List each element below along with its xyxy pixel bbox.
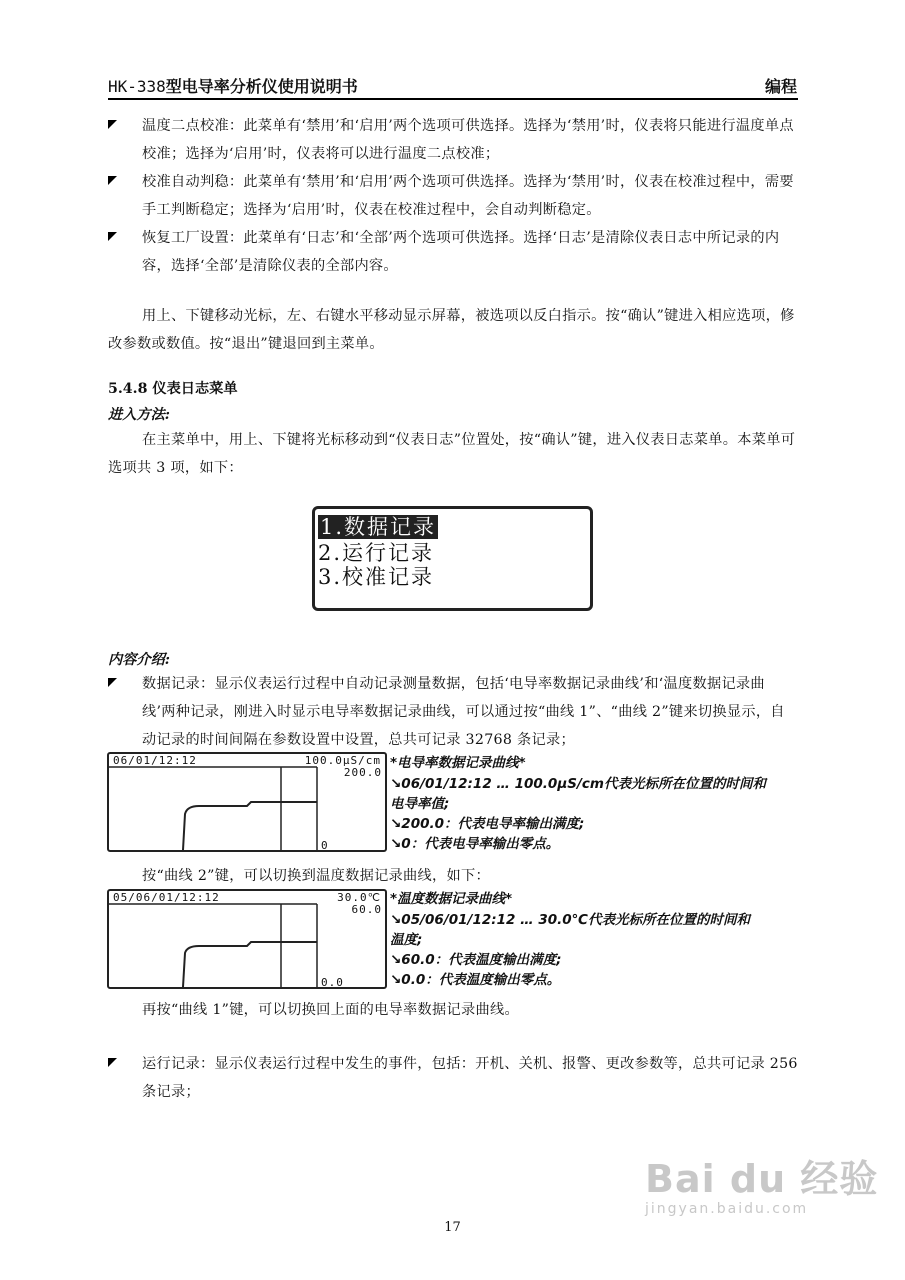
- bullet-arrow-icon: [108, 232, 117, 241]
- header-title: [108, 74, 358, 97]
- anno1-line-1: ↘06/01/12:12 … 100.0μS/cm代表光标所在位置的时间和: [390, 776, 766, 792]
- menu-item-data-record[interactable]: 1.数据记录: [320, 515, 437, 539]
- bullet-text: 温度二点校准：此菜单有‘禁用’和‘启用’两个选项可供选择。选择为‘禁用’时，仪表将只能进行温度单点校准；选择为‘启用’时，仪表将可以进行温度二点校准；: [142, 118, 794, 162]
- chart-value-readout: 100.0μS/cm: [304, 754, 381, 767]
- menu-item-calibration-record[interactable]: 3.校准记录: [318, 565, 435, 589]
- page-number: 17: [444, 1220, 461, 1235]
- baidu-watermark: [645, 1148, 878, 1217]
- anno2-line-1: ↘05/06/01/12:12 … 30.0℃代表光标所在位置的时间和: [390, 912, 750, 928]
- header-model: HK-338: [108, 77, 166, 96]
- anno1-line-4: ↘0：代表电导率输出零点。: [390, 836, 560, 852]
- anno2-line-2: 温度;: [390, 932, 423, 948]
- bullet-run-record: [108, 1050, 798, 1106]
- chart-temperature-plot: [109, 891, 385, 987]
- paragraph-switch-back: 再按“曲线 1”键，可以切换回上面的电导率数据记录曲线。: [142, 1002, 519, 1018]
- anno2-line-4: ↘0.0：代表温度输出零点。: [390, 972, 561, 988]
- chart-time-readout: 05/06/01/12:12: [113, 891, 220, 904]
- paragraph-enter: 在主菜单中，用上、下键将光标移动到“仪表日志”位置处，按“确认”键，进入仪表日志菜单。本菜单可选项共 3 项，如下：: [108, 432, 796, 476]
- watermark-url: jingyan.baidu.com: [645, 1201, 809, 1217]
- bullet-auto-stable: [108, 168, 798, 224]
- chart-conductivity: [107, 752, 387, 852]
- paragraph-navigation: 用上、下键移动光标，左、右键水平移动显示屏幕，被选项以反白指示。按“确认”键进入相应选项，修改参数或数值。按“退出”键退回到主菜单。: [108, 308, 795, 352]
- chart-min-label: 0: [321, 839, 329, 852]
- chart-value-readout: 30.0℃: [337, 891, 381, 904]
- chart-max-label: 60.0: [351, 903, 382, 916]
- chart-curve: [183, 802, 317, 850]
- header-doc-title: 型电导率分析仪使用说明书: [165, 77, 358, 96]
- chart-curve: [183, 942, 317, 987]
- bullet-data-record: [108, 670, 798, 754]
- anno2-title: *温度数据记录曲线*: [390, 891, 513, 907]
- section-title: 5.4.8 仪表日志菜单: [108, 381, 238, 397]
- anno1-title: *电导率数据记录曲线*: [390, 755, 526, 771]
- watermark-brand: Bai du 经验: [645, 1157, 879, 1201]
- bullet-arrow-icon: [108, 120, 117, 129]
- paragraph-switch-temp: 按“曲线 2”键，可以切换到温度数据记录曲线，如下：: [142, 868, 490, 884]
- bullet-text: 校准自动判稳：此菜单有‘禁用’和‘启用’两个选项可供选择。选择为‘禁用’时，仪表在校准过程中，需要手工判断稳定；选择为‘启用’时，仪表在校准过程中，会自动判断稳定。: [142, 174, 794, 218]
- bullet-arrow-icon: [108, 176, 117, 185]
- bullet-arrow-icon: [108, 678, 117, 687]
- chart-max-label: 200.0: [343, 766, 382, 779]
- chart-time-readout: 06/01/12:12: [113, 754, 197, 767]
- menu-item-run-record[interactable]: 2.运行记录: [318, 541, 435, 565]
- bullet-text: 运行记录：显示仪表运行过程中发生的事件，包括：开机、关机、报警、更改参数等，总共可记录 256 条记录；: [142, 1056, 798, 1100]
- anno2-line-3: ↘60.0：代表温度输出满度;: [390, 952, 562, 968]
- bullet-temp-two-point: [108, 112, 798, 168]
- anno1-line-3: ↘200.0：代表电导率输出满度;: [390, 816, 585, 832]
- header-divider: [108, 98, 798, 100]
- enter-method-label: 进入方法:: [108, 407, 170, 423]
- content-intro-label: 内容介绍:: [108, 652, 170, 668]
- bullet-factory-reset: [108, 224, 798, 280]
- chart-temperature: [107, 889, 387, 989]
- header-section: 编程: [764, 77, 797, 96]
- anno1-line-2: 电导率值;: [390, 796, 450, 812]
- lcd-menu-display: [312, 506, 593, 611]
- bullet-text: 恢复工厂设置：此菜单有‘日志’和‘全部’两个选项可供选择。选择‘日志’是清除仪表日志中所记录的内容，选择‘全部’是清除仪表的全部内容。: [142, 230, 780, 274]
- bullet-text: 数据记录：显示仪表运行过程中自动记录测量数据，包括‘电导率数据记录曲线’和‘温度数据记录曲线’两种记录，刚进入时显示电导率数据记录曲线，可以通过按“曲线 1”、“曲线 2”键来切换显示，自动记录的时间间隔在参数设置中设置，总共可记录 32768 条记录；: [142, 676, 785, 748]
- bullet-arrow-icon: [108, 1058, 117, 1067]
- chart-min-label: 0.0: [321, 976, 344, 989]
